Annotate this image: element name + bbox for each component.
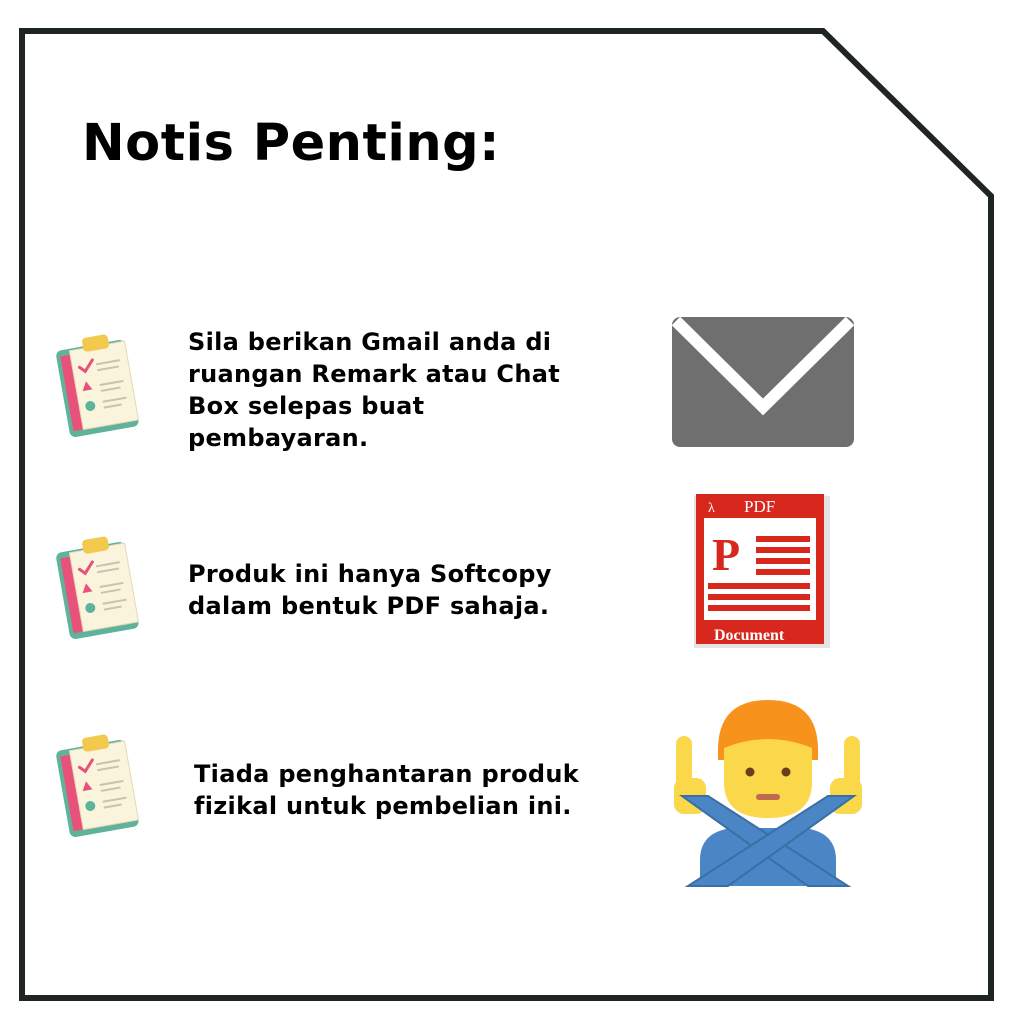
page-title: Notis Penting: bbox=[82, 114, 501, 173]
svg-text:λ: λ bbox=[708, 501, 715, 516]
notice-text-no-delivery: Tiada penghantaran produk fizikal untuk pembelian ini. bbox=[194, 760, 579, 820]
clipboard-icon bbox=[52, 330, 148, 442]
notice-text-softcopy: Produk ini hanya Softcopy dalam bentuk PDF sahaja. bbox=[188, 560, 552, 620]
clipboard-icon bbox=[52, 730, 148, 842]
envelope-icon bbox=[672, 317, 854, 447]
pdf-document-icon bbox=[690, 490, 834, 652]
pdf-icon-letter: P bbox=[712, 529, 741, 580]
person-gesturing-no-icon bbox=[672, 700, 864, 890]
notice-text-gmail: Sila berikan Gmail anda di ruangan Remark atau Chat Box selepas buat pembayaran. bbox=[188, 328, 561, 452]
clipboard-icon bbox=[52, 532, 148, 644]
pdf-icon-header: PDF bbox=[744, 497, 776, 516]
pdf-icon-footer: Document bbox=[714, 627, 785, 644]
